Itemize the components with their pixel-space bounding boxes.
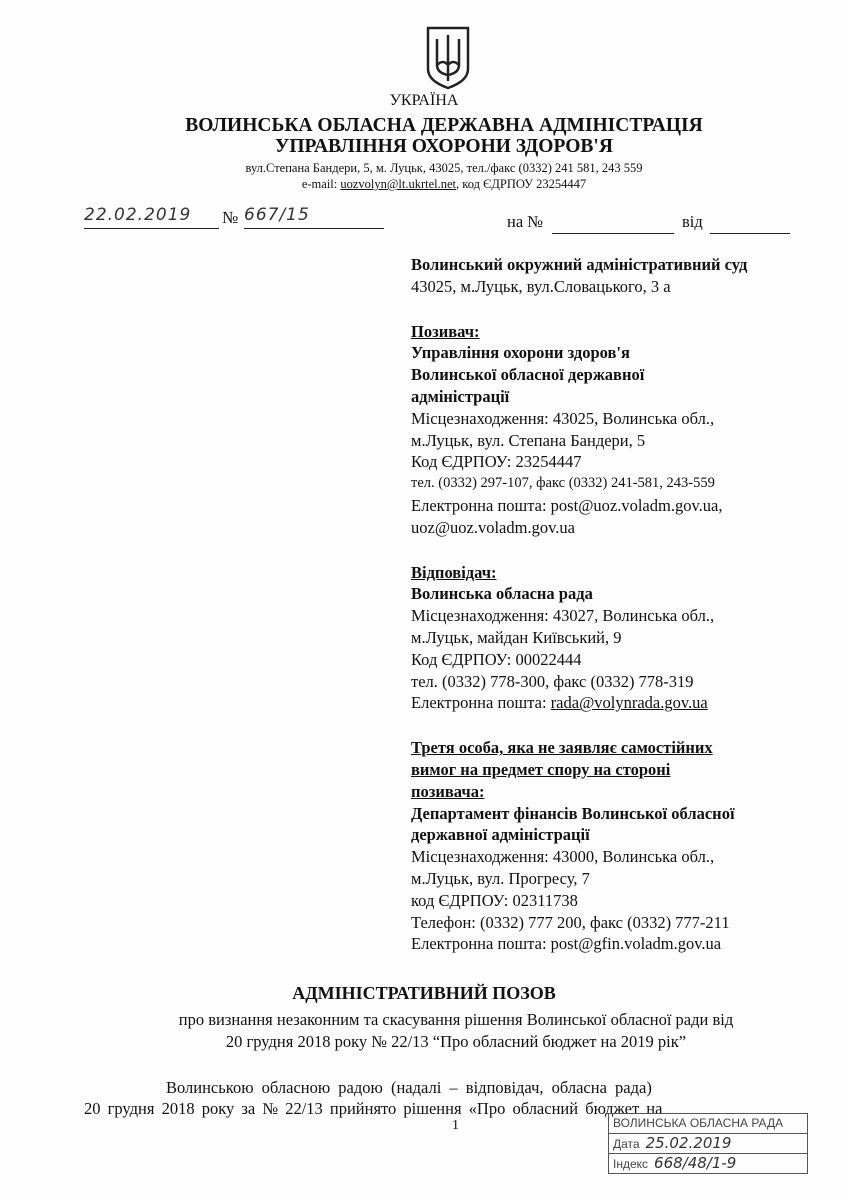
- dept-name: УПРАВЛІННЯ ОХОРОНИ ЗДОРОВ'Я: [275, 136, 613, 157]
- stamp-date: 25.02.2019: [645, 1134, 732, 1152]
- claim-title: АДМІНІСТРАТИВНИЙ ПОЗОВ: [292, 983, 556, 1003]
- page-number: 1: [452, 1118, 459, 1133]
- third-party-name: державної адміністрації: [411, 825, 590, 845]
- third-party-detail: Електронна пошта: post@gfin.voladm.gov.ua: [411, 934, 722, 954]
- claim-subtitle: 20 грудня 2018 року № 22/13 “Про обласний бюджет на 2019 рік”: [225, 1032, 687, 1051]
- on-number-blank: [552, 233, 674, 234]
- outgoing-date-field: [84, 205, 219, 229]
- defendant-label: Відповідач:: [411, 562, 497, 582]
- outgoing-date: 22.02.2019: [84, 205, 192, 225]
- defendant-name: Волинська обласна рада: [411, 584, 593, 604]
- stamp-index: 668/48/1-9: [654, 1154, 737, 1172]
- third-party-name: Департамент фінансів Волинської обласної: [411, 803, 735, 823]
- from-label: від: [682, 212, 703, 231]
- email-label: e-mail:: [301, 177, 341, 191]
- third-party-detail: Місцезнаходження: 43000, Волинська обл.,: [411, 847, 715, 867]
- org-contacts: [20, 177, 848, 192]
- third-party-detail: Телефон: (0332) 777 200, факс (0332) 777-211: [411, 912, 730, 932]
- third-party-label: Третя особа, яка не заявляє самостійних: [411, 738, 713, 758]
- body-paragraph: 20 грудня 2018 року за № 22/13 прийнято рішення «Про обласний бюджет на: [84, 1099, 663, 1118]
- plaintiff-name: адміністрації: [411, 386, 510, 406]
- plaintiff-detail: Код ЄДРПОУ: 23254447: [411, 452, 582, 472]
- claim-subtitle: про визнання незаконним та скасування рішення Волинської обласної ради від: [178, 1010, 734, 1029]
- plaintiff-name: Волинської обласної державної: [411, 365, 645, 385]
- plaintiff-detail: Місцезнаходження: 43025, Волинська обл.,: [411, 408, 715, 428]
- third-party-label: вимог на предмет спору на стороні: [411, 759, 671, 779]
- on-number-label: на №: [507, 212, 544, 231]
- outgoing-number: 667/15: [244, 205, 310, 225]
- org-email-link[interactable]: uozvolyn@lt.ukrtel.net: [340, 177, 457, 191]
- outgoing-number-field: [244, 205, 384, 229]
- plaintiff-detail: Електронна пошта: post@uoz.voladm.gov.ua,: [411, 495, 723, 515]
- trident-emblem-icon: [425, 25, 471, 91]
- plaintiff-detail: м.Луцьк, вул. Степана Бандери, 5: [411, 430, 646, 450]
- stamp-date-label: Дата: [613, 1137, 640, 1151]
- org-name: ВОЛИНСЬКА ОБЛАСНА ДЕРЖАВНА АДМІНІСТРАЦІЯ: [185, 115, 703, 136]
- plaintiff-name: Управління охорони здоров'я: [411, 343, 630, 363]
- stamp-title: ВОЛИНСЬКА ОБЛАСНА РАДА: [609, 1114, 807, 1134]
- defendant-detail: Місцезнаходження: 43027, Волинська обл.,: [411, 606, 715, 626]
- recipient-name: Волинський окружний адміністративний суд: [411, 255, 748, 274]
- recipient-address: 43025, м.Луцьк, вул.Словацького, 3 а: [411, 276, 671, 296]
- country-name: УКРАЇНА: [389, 92, 459, 109]
- stamp-index-row: [609, 1154, 807, 1173]
- defendant-detail: тел. (0332) 778-300, факс (0332) 778-319: [411, 671, 694, 691]
- registration-stamp: [608, 1113, 808, 1174]
- plaintiff-detail: uoz@uoz.voladm.gov.ua: [411, 517, 575, 537]
- third-party-detail: м.Луцьк, вул. Прогресу, 7: [411, 868, 590, 888]
- stamp-index-label: Індекс: [613, 1157, 649, 1171]
- stamp-date-row: [609, 1134, 807, 1154]
- plaintiff-detail: тел. (0332) 297-107, факс (0332) 241-581, 243-559: [411, 475, 715, 492]
- defendant-email-link[interactable]: rada@volynrada.gov.ua: [550, 693, 708, 713]
- from-blank: [710, 233, 790, 234]
- org-address: вул.Степана Бандери, 5, м. Луцьк, 43025, тел./факс (0332) 241 581, 243 559: [245, 161, 643, 175]
- third-party-label: позивача:: [411, 781, 485, 801]
- defendant-email-line: [411, 692, 747, 714]
- third-party-detail: код ЄДРПОУ: 02311738: [411, 890, 578, 910]
- plaintiff-label: Позивач:: [411, 321, 480, 341]
- defendant-detail: м.Луцьк, майдан Київський, 9: [411, 627, 622, 647]
- parties-block: [411, 254, 747, 955]
- email-label: Електронна пошта:: [411, 693, 551, 713]
- body-paragraph: Волинською обласною радою (надалі – відповідач, обласна рада): [166, 1078, 652, 1097]
- org-code: , код ЄДРПОУ 23254447: [456, 177, 587, 191]
- number-label: №: [222, 208, 239, 227]
- defendant-detail: Код ЄДРПОУ: 00022444: [411, 649, 582, 669]
